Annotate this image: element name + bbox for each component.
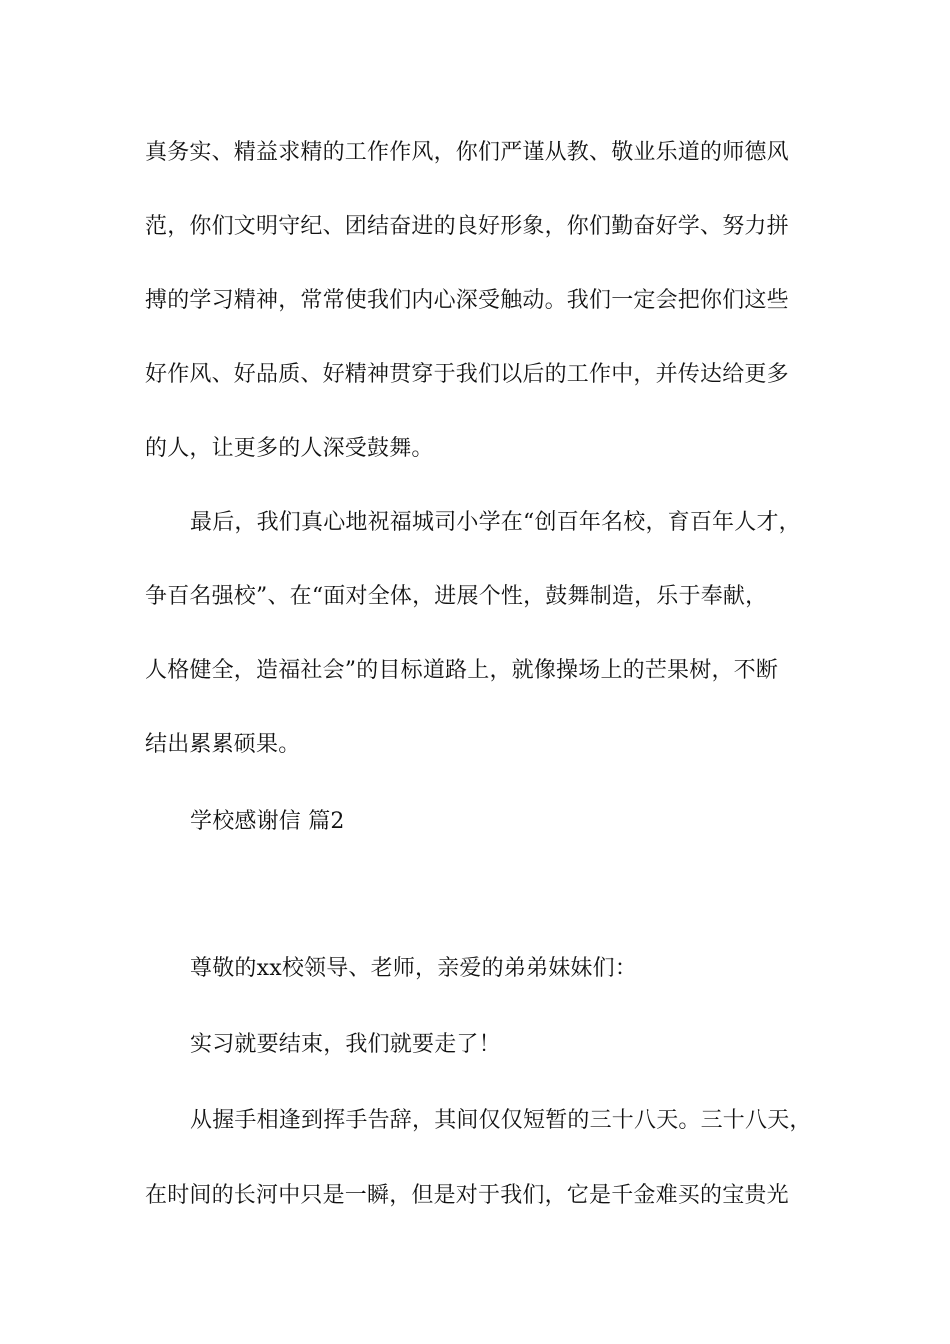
- section-heading: 学校感谢信 篇2: [190, 809, 345, 834]
- paragraph-line: 最后，我们真心地祝福城司小学在“创百年名校，育百年人才，: [190, 510, 801, 535]
- paragraph-line: 的人，让更多的人深受鼓舞。: [145, 436, 434, 461]
- paragraph-line: 人格健全，造福社会”的目标道路上，就像操场上的芒果树，不断: [145, 658, 779, 683]
- paragraph-line: 好作风、好品质、好精神贯穿于我们以后的工作中，并传达给更多: [145, 362, 789, 387]
- paragraph-line: 实习就要结束，我们就要走了！: [190, 1032, 501, 1057]
- paragraph-line: 从握手相逢到挥手告辞，其间仅仅短暂的三十八天。三十八天，: [190, 1108, 812, 1133]
- paragraph-line: 真务实、精益求精的工作作风，你们严谨从教、敬业乐道的师德风: [145, 140, 789, 165]
- paragraph-line: 范，你们文明守纪、团结奋进的良好形象，你们勤奋好学、努力拼: [145, 214, 789, 239]
- paragraph-line: 在时间的长河中只是一瞬，但是对于我们，它是千金难买的宝贵光: [145, 1183, 789, 1208]
- paragraph-line: 结出累累硕果。: [145, 732, 301, 757]
- paragraph-line: 搏的学习精神，常常使我们内心深受触动。我们一定会把你们这些: [145, 288, 789, 313]
- salutation-line: 尊敬的xx校领导、老师，亲爱的弟弟妹妹们：: [190, 956, 638, 981]
- paragraph-line: 争百名强校”、在“面对全体，进展个性，鼓舞制造，乐于奉献，: [145, 584, 768, 609]
